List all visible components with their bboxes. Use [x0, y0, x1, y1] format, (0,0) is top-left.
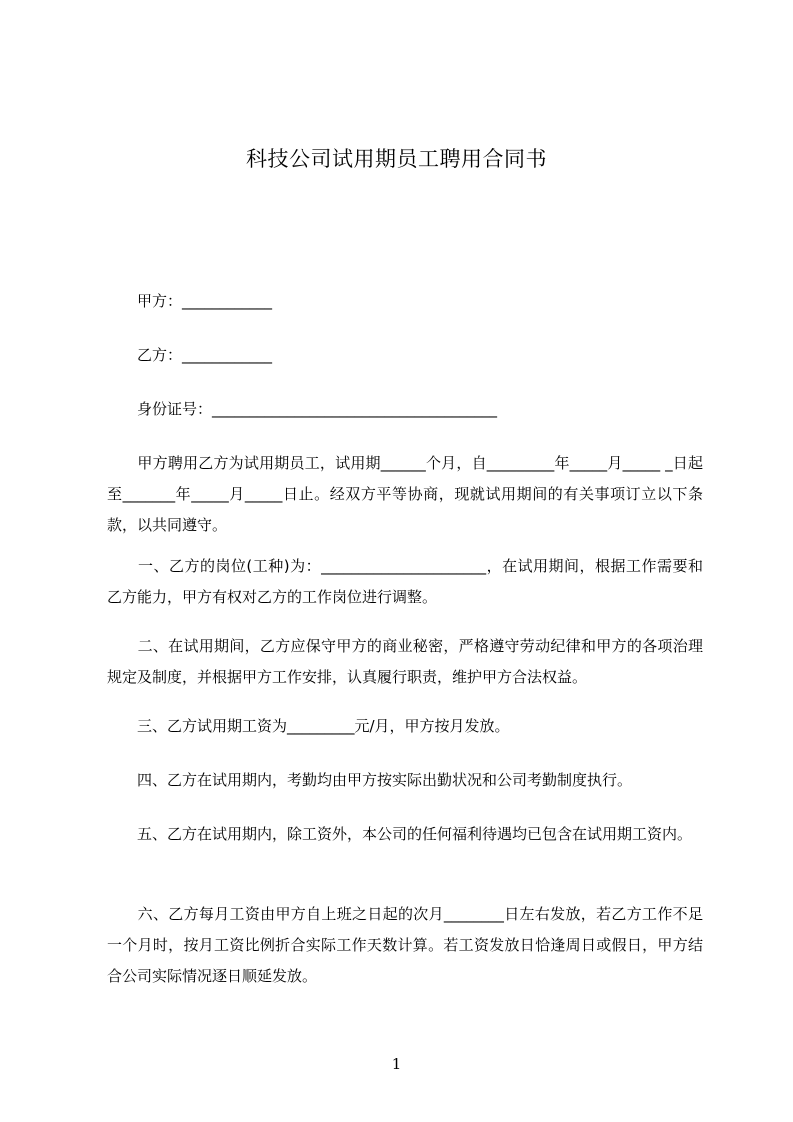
clause-5: 五、乙方在试用期内，除工资外，本公司的任何福利待遇均已包含在试用期工资内。 — [107, 825, 693, 843]
party-a-field: 甲方：____________ — [137, 292, 273, 310]
clause-4: 四、乙方在试用期内，考勤均由甲方按实际出勤状况和公司考勤制度执行。 — [107, 771, 633, 789]
clause-6: 六、乙方每月工资由甲方自上班之日起的次月________日左右发放，若乙方工作不足一个月时，按月工资比例折合实际工作天数计算。若工资发放日恰逢周日或假日，甲方结合公司实际情况逐日顺延发放。 — [107, 905, 703, 985]
clause-2: 二、在试用期间，乙方应保守甲方的商业秘密，严格遵守劳动纪律和甲方的各项治理规定及制度，并根据甲方工作安排，认真履行职责，维护甲方合法权益。 — [107, 637, 703, 686]
id-number-field: 身份证号：______________________________________ — [137, 400, 498, 418]
clause-3: 三、乙方试用期工资为_________元/月，甲方按月发放。 — [107, 717, 510, 735]
page-number: 1 — [391, 1055, 402, 1073]
intro-paragraph: 甲方聘用乙方为试用期员工，试用期______个月，自_________年_____月_____ _日起至_______年_____月_____日止。经双方平等协商，现就试用期间的有关事项订立以下条款，以共同遵守。 — [107, 454, 703, 534]
party-b-field: 乙方：____________ — [137, 346, 273, 364]
clause-1: 一、乙方的岗位(工种)为：______________________，在试用期间，根据工作需要和乙方能力，甲方有权对乙方的工作岗位进行调整。 — [107, 557, 703, 606]
document-title: 科技公司试用期员工聘用合同书 — [246, 147, 547, 171]
